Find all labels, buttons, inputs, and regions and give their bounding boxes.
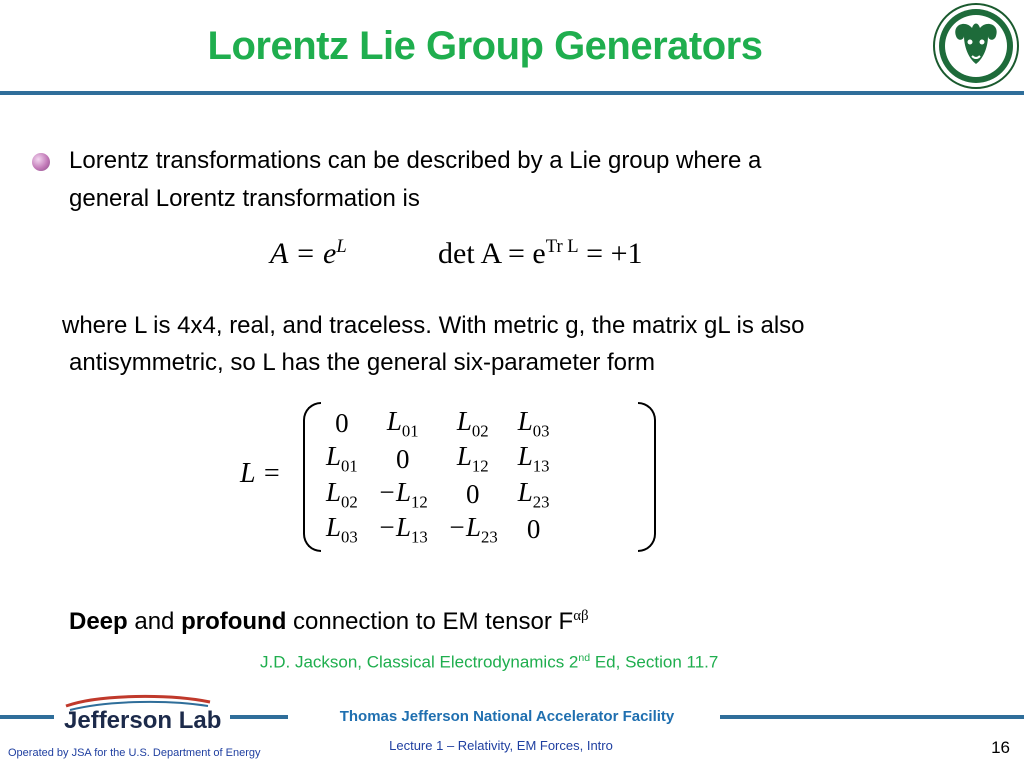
page-number: 16 xyxy=(991,738,1010,757)
matrix-lhs: L = xyxy=(240,458,281,489)
footer-rule-middle xyxy=(230,715,288,719)
slide-title: Lorentz Lie Group Generators xyxy=(207,24,763,68)
matrix-table xyxy=(316,406,560,548)
jefferson-lab-logo xyxy=(60,692,230,740)
para-text-line1: where L is 4x4, real, and traceless. With metric g, the matrix gL is also xyxy=(62,312,805,339)
matrix-cell: 0 xyxy=(335,408,349,439)
matrix-cell: $L_{01}$ xyxy=(386,406,419,441)
matrix-cell: $L_{01}$ xyxy=(326,441,358,476)
and-word: and xyxy=(127,608,182,635)
equation-determinant xyxy=(438,236,643,271)
operated-by: Operated by JSA for the U.S. Department of Energy xyxy=(8,747,261,759)
title-divider xyxy=(0,91,1024,95)
jefferson-lab-logo-text: Jefferson Lab xyxy=(64,707,222,734)
matrix-cell: $-L_{23}$ xyxy=(447,512,498,547)
matrix-row xyxy=(316,406,560,441)
bullet-text-line2: general Lorentz transformation is xyxy=(69,185,420,212)
profound-word: profound xyxy=(181,608,287,635)
facility-name: Thomas Jefferson National Accelerator Facility xyxy=(339,708,675,725)
para-text-line2: antisymmetric, so L has the general six-parameter form xyxy=(69,349,655,376)
eq2-exponent: Tr L xyxy=(545,236,579,257)
connection-text: connection to EM tensor F xyxy=(286,608,574,635)
sphere-bullet-icon xyxy=(32,153,50,171)
footer-rule-left xyxy=(0,715,54,719)
matrix-cell: $L_{23}$ xyxy=(517,476,550,512)
eq2-lhs: det A = e xyxy=(438,237,546,270)
matrix-right-bracket xyxy=(638,402,656,552)
eq2-rhs: = +1 xyxy=(578,237,643,270)
matrix-cell: $-L_{12}$ xyxy=(377,476,428,512)
eq1-exponent: L xyxy=(336,236,347,257)
equation-exponential xyxy=(270,236,347,271)
reference-post: Ed, Section 11.7 xyxy=(590,652,719,672)
matrix-row xyxy=(316,477,560,512)
matrix xyxy=(316,406,560,548)
matrix-cell: 0 xyxy=(466,478,480,509)
matrix-cell: $L_{03}$ xyxy=(517,406,550,441)
matrix-cell: $L_{02}$ xyxy=(456,406,489,441)
reference-citation xyxy=(260,652,718,673)
deep-word: Deep xyxy=(69,608,128,635)
footer-rule-right xyxy=(720,715,1024,719)
tensor-superscript: αβ xyxy=(573,608,589,624)
matrix-cell: 0 xyxy=(526,514,541,545)
em-tensor-line xyxy=(69,598,589,640)
matrix-cell: $-L_{13}$ xyxy=(377,512,428,547)
matrix-cell: $L_{13}$ xyxy=(517,441,550,476)
eq1-lhs: A = e xyxy=(270,237,337,270)
matrix-cell: 0 xyxy=(396,443,410,474)
matrix-row xyxy=(316,512,560,547)
lecture-label: Lecture 1 – Relativity, EM Forces, Intro xyxy=(389,738,613,753)
bullet-text-line1: Lorentz transformations can be described by a Lie group where a xyxy=(69,147,762,174)
reference-sup: nd xyxy=(578,652,591,664)
matrix-cell: $L_{12}$ xyxy=(456,441,489,476)
ram-seal-logo xyxy=(932,2,1020,90)
reference-pre: J.D. Jackson, Classical Electrodynamics 2 xyxy=(260,652,579,672)
matrix-cell: $L_{02}$ xyxy=(326,476,358,512)
matrix-row xyxy=(316,441,560,476)
matrix-cell: $L_{03}$ xyxy=(326,512,358,547)
